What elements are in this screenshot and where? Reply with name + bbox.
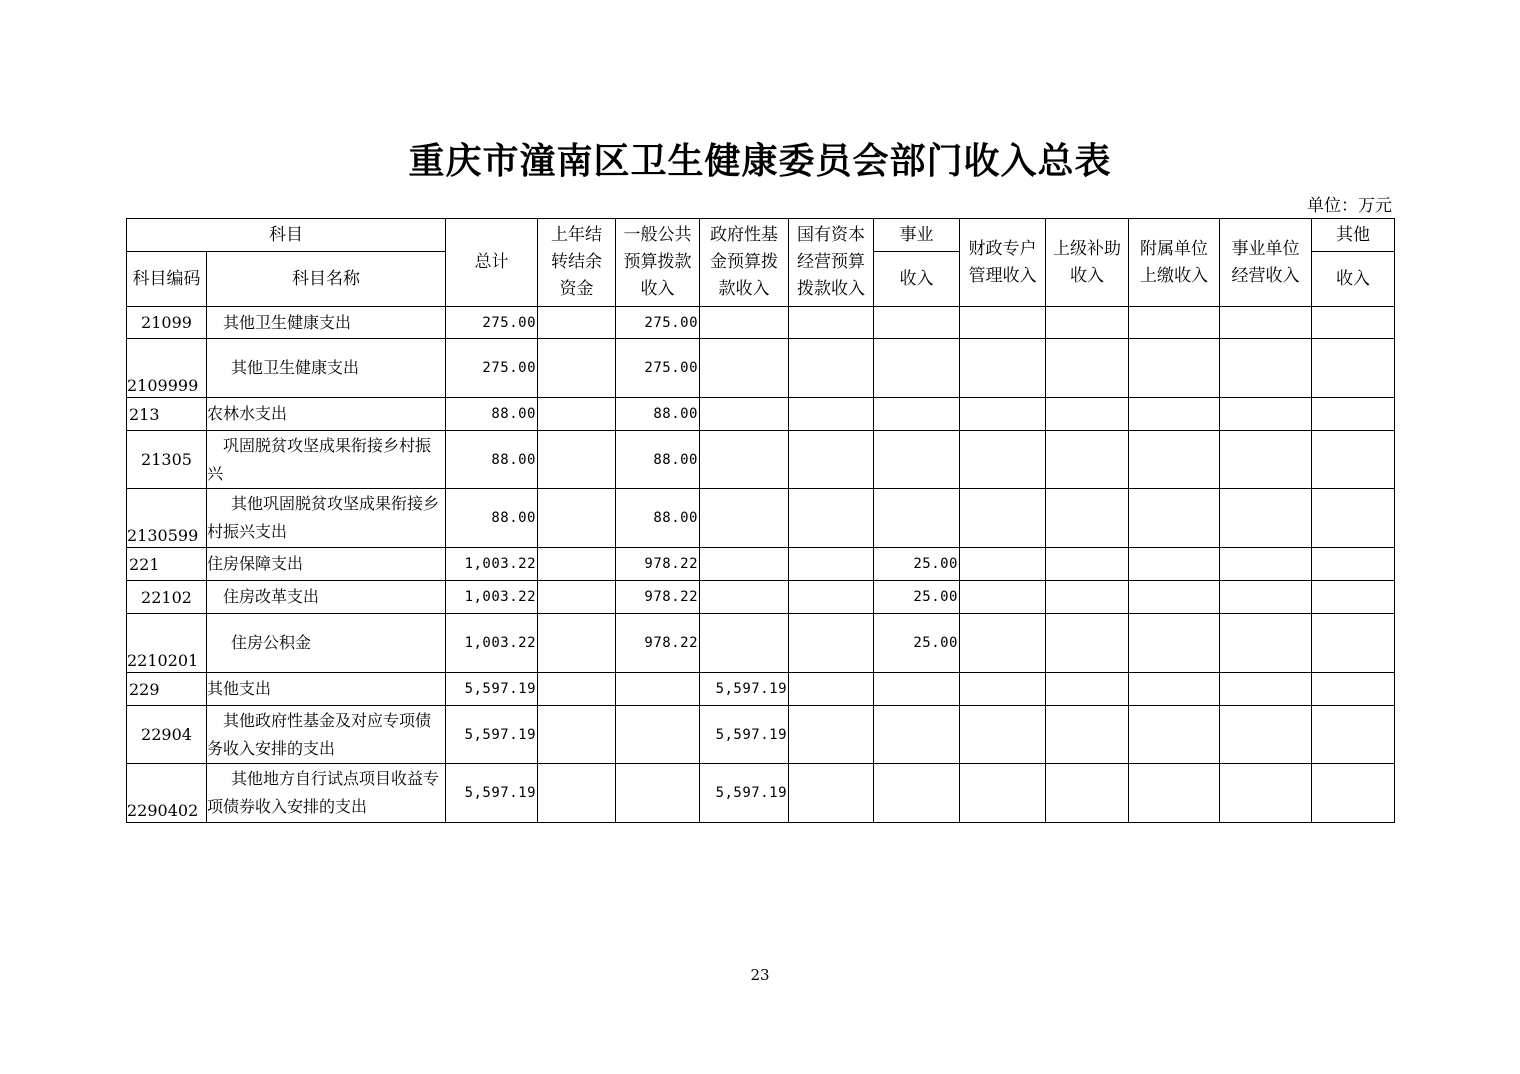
row-name: 农林水支出: [207, 398, 446, 431]
header-general-budget: 一般公共 预算拨款 收入: [616, 219, 700, 307]
row-total: 275.00: [446, 339, 538, 398]
row-total: 275.00: [446, 307, 538, 339]
table-row: [127, 673, 1395, 706]
page-number: 23: [750, 966, 770, 984]
row-general: 88.00: [616, 489, 700, 548]
row-general: 275.00: [616, 307, 700, 339]
row-code: 21099: [127, 307, 207, 339]
row-total: 88.00: [446, 489, 538, 548]
row-code: 21305: [127, 431, 207, 489]
header-carryover: 上年结 转结余 资金: [538, 219, 616, 307]
row-general: 88.00: [616, 398, 700, 431]
header-gov-fund: 政府性基 金预算拨 款收入: [700, 219, 789, 307]
row-code: 22904: [127, 706, 207, 764]
row-general: 978.22: [616, 581, 700, 614]
row-code: 22102: [127, 581, 207, 614]
row-name: 住房改革支出: [207, 581, 446, 614]
row-business: 25.00: [874, 548, 960, 581]
header-operation: 事业单位 经营收入: [1220, 219, 1312, 307]
table-row: [127, 398, 1395, 431]
row-code: 2210201: [127, 614, 207, 673]
row-total: 5,597.19: [446, 673, 538, 706]
header-fiscal-account: 财政专户 管理收入: [960, 219, 1046, 307]
table-row: [127, 307, 1395, 339]
row-name: 巩固脱贫攻坚成果衔接乡村振兴: [207, 431, 446, 489]
row-total: 88.00: [446, 431, 538, 489]
row-code: 2130599: [127, 489, 207, 548]
row-business: 25.00: [874, 614, 960, 673]
header-other-top: 其他: [1312, 219, 1395, 252]
row-fund: 5,597.19: [700, 764, 789, 823]
table-row: [127, 489, 1395, 548]
page-title: 重庆市潼南区卫生健康委员会部门收入总表: [408, 140, 1112, 182]
row-general: 275.00: [616, 339, 700, 398]
row-total: 5,597.19: [446, 706, 538, 764]
table-row: [127, 581, 1395, 614]
row-name: 住房公积金: [207, 614, 446, 673]
row-name: 其他卫生健康支出: [207, 307, 446, 339]
row-name: 其他支出: [207, 673, 446, 706]
row-business: 25.00: [874, 581, 960, 614]
header-affiliate: 附属单位 上缴收入: [1129, 219, 1220, 307]
row-code: 213: [127, 398, 207, 431]
row-fund: 5,597.19: [700, 706, 789, 764]
unit-label: 单位：万元: [1307, 196, 1392, 216]
row-total: 5,597.19: [446, 764, 538, 823]
table-row: [127, 339, 1395, 398]
header-other-bottom: 收入: [1312, 252, 1395, 307]
row-name: 其他地方自行试点项目收益专项债券收入安排的支出: [207, 764, 446, 823]
row-name: 其他政府性基金及对应专项债务收入安排的支出: [207, 706, 446, 764]
header-name: 科目名称: [207, 252, 446, 307]
row-total: 1,003.22: [446, 548, 538, 581]
table-row: [127, 706, 1395, 764]
row-name: 住房保障支出: [207, 548, 446, 581]
table-row: [127, 764, 1395, 823]
row-general: 978.22: [616, 614, 700, 673]
row-total: 1,003.22: [446, 581, 538, 614]
row-total: 1,003.22: [446, 614, 538, 673]
table-row: [127, 431, 1395, 489]
row-code: 221: [127, 548, 207, 581]
table-row: [127, 548, 1395, 581]
row-general: 978.22: [616, 548, 700, 581]
header-code: 科目编码: [127, 252, 207, 307]
row-code: 2290402: [127, 764, 207, 823]
row-name: 其他卫生健康支出: [207, 339, 446, 398]
row-code: 229: [127, 673, 207, 706]
row-fund: 5,597.19: [700, 673, 789, 706]
row-general: 88.00: [616, 431, 700, 489]
row-name: 其他巩固脱贫攻坚成果衔接乡村振兴支出: [207, 489, 446, 548]
header-total: 总计: [446, 219, 538, 307]
header-subject: 科目: [127, 219, 446, 252]
header-business-top: 事业: [874, 219, 960, 252]
header-business-bottom: 收入: [874, 252, 960, 307]
income-table: [126, 218, 1395, 823]
header-superior-subsidy: 上级补助 收入: [1046, 219, 1129, 307]
row-code: 2109999: [127, 339, 207, 398]
header-state-capital: 国有资本 经营预算 拨款收入: [789, 219, 874, 307]
table-row: [127, 614, 1395, 673]
row-total: 88.00: [446, 398, 538, 431]
